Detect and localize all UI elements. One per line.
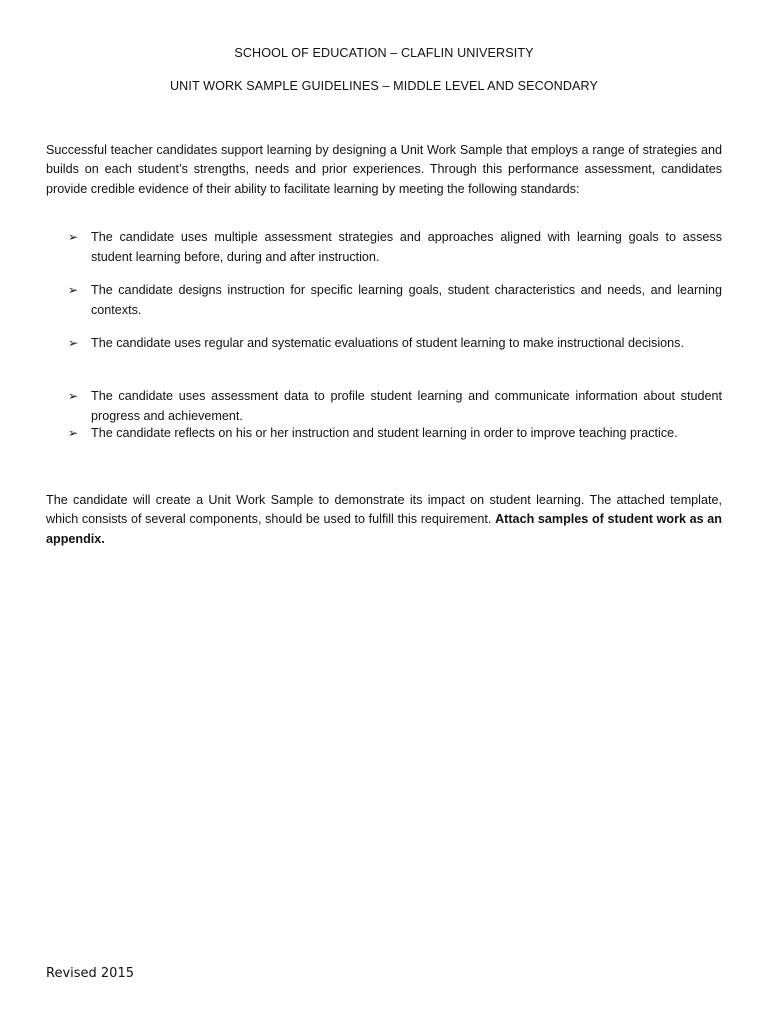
standard-item xyxy=(46,334,722,354)
arrow-bullet-icon: ➢ xyxy=(68,283,79,297)
closing-bold-instruction: Attach samples of student work as an appendix. xyxy=(46,512,723,546)
standard-text: The candidate uses multiple assessment strategies and approaches aligned with learning goals to assess student learning before, during and after instruction. xyxy=(91,230,722,264)
intro-paragraph: Successful teacher candidates support learning by designing a Unit Work Sample that employs a range of strategies and builds on each student’s strengths, needs and prior experiences. Through this performance assessment, candidates provide credible evidence of their ability to facilitate learning by meeting the following standards: xyxy=(46,143,722,196)
arrow-bullet-icon: ➢ xyxy=(68,336,79,350)
standard-item xyxy=(46,228,722,267)
standard-text: The candidate uses assessment data to profile student learning and communicate information about student progress and achievement. xyxy=(91,389,722,423)
arrow-bullet-icon: ➢ xyxy=(68,389,79,403)
arrow-bullet-icon: ➢ xyxy=(68,426,79,440)
document-header-institution: SCHOOL OF EDUCATION – CLAFLIN UNIVERSITY xyxy=(234,46,534,60)
standard-text: The candidate uses regular and systematic evaluations of student learning to make instructional decisions. xyxy=(91,336,684,350)
standard-text: The candidate designs instruction for specific learning goals, student characteristics and needs, and learning contexts. xyxy=(91,283,722,317)
closing-paragraph xyxy=(46,491,722,549)
standard-item xyxy=(46,281,722,320)
standard-item xyxy=(46,387,722,426)
standard-item xyxy=(46,424,722,444)
standard-text: The candidate reflects on his or her instruction and student learning in order to improve teaching practice. xyxy=(91,426,678,440)
document-title: UNIT WORK SAMPLE GUIDELINES – MIDDLE LEVEL AND SECONDARY xyxy=(169,79,599,93)
closing-text: The candidate will create a Unit Work Sample to demonstrate its impact on student learning. The attached template, which consists of several components, should be used to fulfill this requirement. xyxy=(46,493,722,527)
arrow-bullet-icon: ➢ xyxy=(68,230,79,244)
revision-footer: Revised 2015 xyxy=(46,966,134,981)
